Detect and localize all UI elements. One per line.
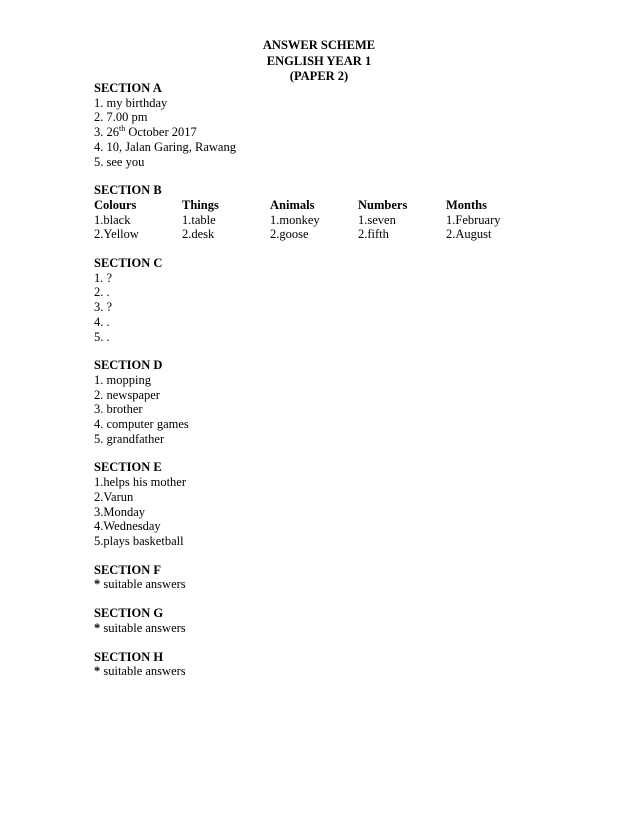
header-subject: ENGLISH YEAR 1 (266, 53, 372, 68)
section-e-item-5: 5.plays basketball (94, 533, 184, 548)
section-d-item-5: 5. grandfather (94, 431, 165, 446)
table-cell: 1.table (182, 212, 216, 227)
table-header-months: Months (446, 197, 487, 212)
asterisk-marker: * (94, 664, 101, 679)
spacer (94, 636, 574, 650)
table-cell: 1.seven (358, 212, 396, 227)
table-header-numbers: Numbers (358, 197, 408, 212)
section-b-title: SECTION B (94, 183, 162, 198)
section-h (94, 650, 574, 679)
section-g (94, 606, 574, 635)
section-g-answer (94, 621, 574, 636)
section-e-item-2: 2.Varun (94, 489, 134, 504)
section-a-item-2: 2. 7.00 pm (94, 110, 148, 125)
section-h-title: SECTION H (94, 649, 164, 664)
section-c-item-1: 1. ? (94, 270, 113, 285)
table-cell: 1.February (446, 212, 501, 227)
spacer (94, 549, 574, 563)
section-d-item-2: 2. newspaper (94, 387, 160, 402)
table-cell: 2.Yellow (94, 227, 139, 242)
section-c-title: SECTION C (94, 256, 163, 271)
answer-content (94, 81, 574, 679)
section-a-title: SECTION A (94, 81, 162, 95)
section-d (94, 358, 574, 446)
document-header (0, 38, 638, 85)
section-c-item-3: 3. ? (94, 300, 113, 315)
section-g-answer-text: suitable answers (100, 620, 186, 635)
section-f-answer (94, 577, 574, 592)
table-header-colours: Colours (94, 197, 137, 212)
section-e-item-4: 4.Wednesday (94, 519, 161, 534)
table-header-things: Things (182, 197, 219, 212)
section-d-item-4: 4. computer games (94, 417, 189, 432)
section-c-item-4: 4. . (94, 314, 110, 329)
section-e-item-3: 3.Monday (94, 504, 146, 519)
section-a-item-3-suffix: th (119, 123, 126, 133)
spacer (94, 344, 574, 358)
section-b-table (94, 198, 574, 242)
section-d-item-1: 1. mopping (94, 372, 151, 387)
section-a-item-3-rest: October 2017 (125, 125, 197, 140)
header-paper: (PAPER 2) (289, 69, 349, 83)
asterisk-marker: * (94, 577, 101, 592)
spacer (94, 242, 574, 256)
section-c-item-2: 2. . (94, 285, 110, 300)
section-f (94, 563, 574, 592)
table-cell: 1.monkey (270, 212, 320, 227)
table-cell: 1.black (94, 212, 131, 227)
section-d-item-3: 3. brother (94, 402, 143, 417)
section-e (94, 460, 574, 548)
section-h-answer-text: suitable answers (100, 664, 186, 679)
table-cell: 2.goose (270, 227, 309, 242)
section-d-title: SECTION D (94, 358, 163, 373)
section-e-title: SECTION E (94, 460, 162, 475)
section-a-item-3 (94, 125, 574, 140)
section-e-item-1: 1.helps his mother (94, 475, 187, 490)
section-a-item-1: 1. my birthday (94, 95, 168, 110)
asterisk-marker: * (94, 620, 101, 635)
section-a (94, 81, 574, 169)
section-a-item-3-day: 3. 26 (94, 125, 119, 140)
section-a-item-5: 5. see you (94, 154, 145, 169)
spacer (94, 446, 574, 460)
section-f-title: SECTION F (94, 562, 162, 577)
section-b (94, 183, 574, 242)
header-title: ANSWER SCHEME (262, 38, 376, 52)
section-h-answer (94, 664, 574, 679)
section-c-item-5: 5. . (94, 329, 110, 344)
table-header-animals: Animals (270, 197, 315, 212)
section-c (94, 256, 574, 344)
spacer (94, 592, 574, 606)
section-f-answer-text: suitable answers (100, 577, 186, 592)
table-cell: 2.August (446, 227, 492, 242)
spacer (94, 169, 574, 183)
table-cell: 2.fifth (358, 227, 389, 242)
section-g-title: SECTION G (94, 606, 164, 621)
section-a-item-4: 4. 10, Jalan Garing, Rawang (94, 139, 236, 154)
table-cell: 2.desk (182, 227, 215, 242)
